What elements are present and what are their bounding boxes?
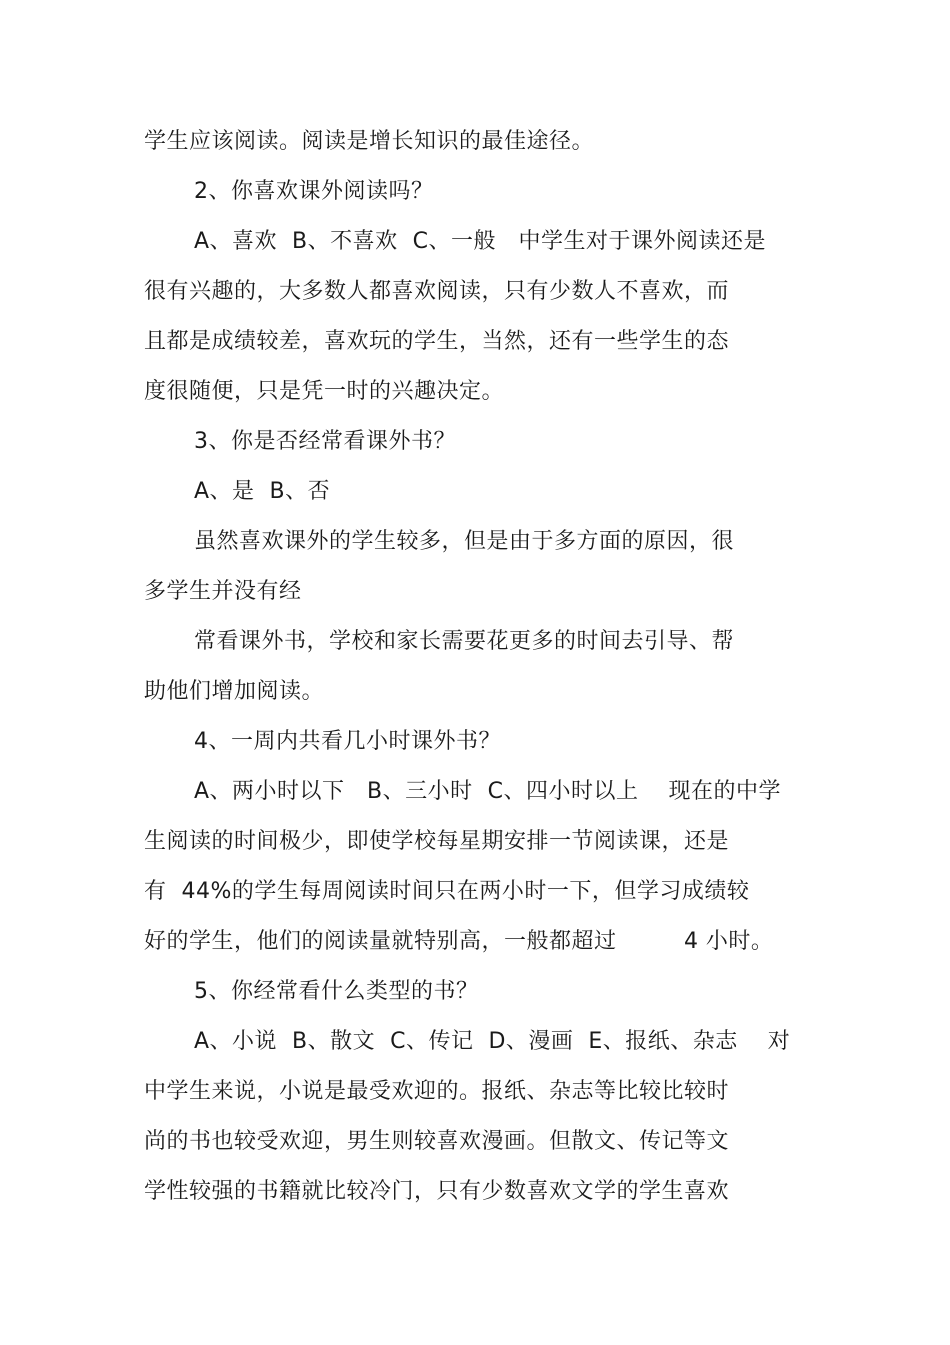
answer-options: A、两小时以下 B、三小时 C、四小时以上 现在的中学 <box>194 779 781 804</box>
paragraph-line: 常看课外书，学校和家长需要花更多的时间去引导、帮 <box>194 629 735 654</box>
question-heading: 4、一周内共看几小时课外书？ <box>194 729 501 754</box>
question-heading: 3、你是否经常看课外书？ <box>194 429 456 454</box>
paragraph-line: 很有兴趣的，大多数人都喜欢阅读，只有少数人不喜欢，而 <box>144 279 730 304</box>
question-heading: 5、你经常看什么类型的书？ <box>194 979 479 1004</box>
paragraph-line: 多学生并没有经 <box>144 579 302 604</box>
paragraph-line: 助他们增加阅读。 <box>144 679 325 704</box>
paragraph-line: 中学生来说，小说是最受欢迎的。报纸、杂志等比较比较时 <box>144 1079 730 1104</box>
answer-options: A、小说 B、散文 C、传记 D、漫画 E、报纸、杂志 对 <box>194 1029 791 1054</box>
answer-options: A、是 B、否 <box>194 479 331 504</box>
paragraph-line: 学生应该阅读。阅读是增长知识的最佳途径。 <box>144 129 595 154</box>
paragraph-line: 生阅读的时间极少，即使学校每星期安排一节阅读课，还是 <box>144 829 730 854</box>
paragraph-line: 虽然喜欢课外的学生较多，但是由于多方面的原因，很 <box>194 529 735 554</box>
paragraph-line: 且都是成绩较差，喜欢玩的学生，当然，还有一些学生的态 <box>144 329 730 354</box>
paragraph-line: 度很随便，只是凭一时的兴趣决定。 <box>144 379 505 404</box>
paragraph-line: 有 44%的学生每周阅读时间只在两小时一下，但学习成绩较 <box>144 879 750 904</box>
question-heading: 2、你喜欢课外阅读吗？ <box>194 179 434 204</box>
paragraph-line: 好的学生，他们的阅读量就特别高，一般都超过 4 小时。 <box>144 929 774 954</box>
paragraph-line: 学性较强的书籍就比较冷门，只有少数喜欢文学的学生喜欢 <box>144 1179 730 1204</box>
paragraph-line: 尚的书也较受欢迎，男生则较喜欢漫画。但散文、传记等文 <box>144 1129 730 1154</box>
answer-options: A、喜欢 B、不喜欢 C、一般 中学生对于课外阅读还是 <box>194 229 766 254</box>
